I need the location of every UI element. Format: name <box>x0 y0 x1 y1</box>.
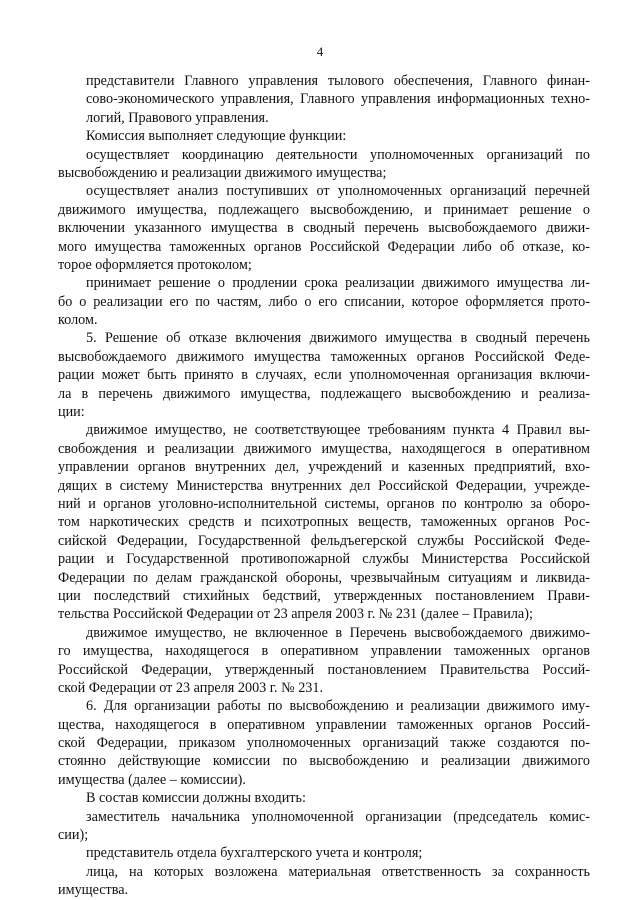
text-line: стоянно действующие комиссии по высвобождению и реализации движимого <box>58 753 590 770</box>
text-line: высвобождаемого движимого имущества таможенных органов Российской Феде- <box>58 348 590 365</box>
text-line: имущества (далее – комиссии). <box>58 771 246 788</box>
text-line: управлении органов внутренних дел, учреждений и казенных предприятий, вхо- <box>58 459 590 476</box>
text-line: ской Федерации от 23 апреля 2003 г. № 231. <box>58 679 324 696</box>
text-line: принимает решение о продлении срока реализации движимого имущества ли- <box>86 275 590 292</box>
text-line: ний и органов уголовно-исполнительной системы, органов по контролю за оборо- <box>58 495 590 512</box>
text-line: щества, находящегося в оперативном управлении таможенных органов Россий- <box>58 716 590 733</box>
text-line: сийской Федерации, Государственной фельдъегерской службы Российской Феде- <box>58 532 590 549</box>
text-line: движимого имущества, подлежащего высвобождению, и принимает решение о <box>58 201 590 218</box>
text-line: включении указанного имущества в сводный перечень высвобождаемого движи- <box>58 220 590 237</box>
text-line: колом. <box>58 312 98 329</box>
text-line: логий, Правового управления. <box>86 109 269 126</box>
text-line: Федерации по делам гражданской обороны, чрезвычайным ситуациям и ликвида- <box>58 569 590 586</box>
text-line: ции: <box>58 404 85 421</box>
text-line: движимое имущество, не включенное в Перечень высвобождаемого движимо- <box>86 624 590 641</box>
text-line: го имущества, находящегося в оперативном управлении таможенных органов <box>58 643 590 660</box>
text-line: 6. Для организации работы по высвобождению и реализации движимого иму- <box>86 698 590 715</box>
text-line: сии); <box>58 827 89 844</box>
text-line: рации и Государственной противопожарной службы Министерства Российской <box>58 551 590 568</box>
page-number: 4 <box>316 44 324 59</box>
text-line: осуществляет координацию деятельности уполномоченных организаций по <box>86 146 590 163</box>
text-line: ла в перечень движимого имущества, подлежащего высвобождению и реализа- <box>58 385 590 402</box>
text-line: дящих в систему Министерства внутренних дел Российской Федерации, учрежде- <box>58 477 590 494</box>
text-line: В состав комиссии должны входить: <box>86 790 306 807</box>
text-line: ской Федерации, приказом уполномоченных организаций также создаются по- <box>58 735 590 752</box>
text-line: рации может быть принято в случаях, если уполномоченная организация включи- <box>58 367 590 384</box>
text-line: движимое имущество, не соответствующее требованиям пункта 4 Правил вы- <box>86 422 590 439</box>
text-line: лица, на которых возложена материальная ответственность за сохранность <box>86 863 590 880</box>
text-line: представитель отдела бухгалтерского учета и контроля; <box>86 845 423 862</box>
text-line: осуществляет анализ поступивших от уполномоченных организаций перечней <box>86 183 590 200</box>
text-line: том наркотических средств и психотропных веществ, таможенных органов Рос- <box>58 514 590 531</box>
text-line: бо о реализации его по частям, либо о его списании, которое оформляется прото- <box>58 293 590 310</box>
document-body <box>58 72 590 900</box>
text-line: Комиссия выполняет следующие функции: <box>86 128 347 145</box>
text-line: тельства Российской Федерации от 23 апреля 2003 г. № 231 (далее – Правила); <box>58 606 533 623</box>
text-line: заместитель начальника уполномоченной организации (председатель комис- <box>86 808 590 825</box>
text-line: 5. Решение об отказе включения движимого имущества в сводный перечень <box>86 330 590 347</box>
text-line: Российской Федерации, утвержденный постановлением Правительства Россий- <box>58 661 590 678</box>
text-line: высвобождению и реализации движимого имущества; <box>58 164 387 181</box>
text-line: сово-экономического управления, Главного управления информационных техно- <box>86 91 590 108</box>
text-line: торое оформляется протоколом; <box>58 256 252 273</box>
text-line: свобождения и реализации движимого имущества, находящегося в оперативном <box>58 440 590 457</box>
text-line: представители Главного управления тылового обеспечения, Главного финан- <box>86 73 590 89</box>
text-line: мого имущества таможенных органов Российской Федерации либо об отказе, ко- <box>58 238 590 255</box>
text-line: имущества. <box>58 882 129 899</box>
text-line: ции последствий стихийных бедствий, утвержденных постановлением Прави- <box>58 587 590 604</box>
